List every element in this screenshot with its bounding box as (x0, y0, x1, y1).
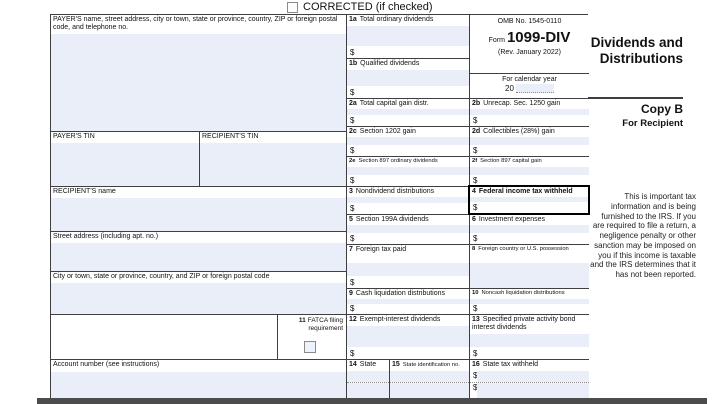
box-4-input[interactable] (470, 197, 588, 202)
box-16-cell (469, 359, 589, 399)
box-4-dollar: $ (473, 203, 478, 212)
box-16-input-1[interactable] (477, 371, 589, 382)
box-13-dollar: $ (473, 349, 478, 358)
box-2d-cell (469, 126, 589, 156)
payer-info-input[interactable] (51, 34, 346, 131)
corrected-label: CORRECTED (if checked) (303, 1, 433, 13)
blank-cell (51, 314, 277, 359)
box-8-cell (469, 244, 589, 288)
account-number-cell (51, 359, 346, 399)
box-3-input[interactable] (347, 197, 469, 203)
form-grid (50, 14, 588, 398)
box-2b-input[interactable] (470, 109, 589, 115)
box-10-label-wrap (470, 289, 589, 298)
form-number: 1099-DIV (506, 29, 571, 46)
box-5-dollar: $ (350, 234, 355, 243)
box-16-row2 (470, 383, 589, 399)
box-2f-input[interactable] (470, 167, 589, 175)
street-address-cell (51, 231, 346, 271)
box-2f-cell (469, 156, 589, 186)
box-2e-label: Section 897 ordinary dividends (358, 158, 438, 164)
box-13-input[interactable] (470, 334, 589, 347)
form-revision: (Rev. January 2022) (498, 49, 561, 56)
box-15-cell (389, 359, 469, 399)
box-3-cell (346, 186, 469, 214)
box-2e-label-wrap (347, 157, 469, 166)
account-number-label: Account number (see instructions) (53, 361, 160, 368)
box-8-number: 8 (472, 246, 476, 252)
box-2f-label: Section 897 capital gain (480, 158, 542, 164)
box-5-input[interactable] (347, 225, 469, 233)
fatca-number: 11 (298, 317, 306, 324)
box-14-label: State (359, 361, 377, 368)
city-label: City or town, state or province, country, and ZIP or foreign postal code (53, 273, 270, 280)
box-15-input-1[interactable] (390, 371, 469, 382)
box-9-label-wrap (347, 289, 469, 299)
box-1b-number: 1b (349, 60, 358, 67)
box-14-row1 (347, 371, 389, 383)
box-1a-number: 1a (349, 16, 357, 23)
box-1b-cell (346, 58, 469, 98)
box-15-number: 15 (392, 361, 400, 368)
box-1a-input[interactable] (347, 26, 469, 46)
box-2f-dollar: $ (473, 176, 478, 185)
box-6-input[interactable] (470, 225, 589, 233)
box-1b-dollar: $ (350, 88, 355, 97)
box-7-cell (346, 244, 469, 288)
box-7-label-wrap (347, 245, 469, 255)
box-2a-label: Total capital gain distr. (359, 100, 429, 107)
box-12-label: Exempt-interest dividends (359, 316, 441, 323)
box-10-label: Noncash liquidation distributions (481, 290, 565, 296)
box-2d-number: 2d (472, 128, 481, 135)
box-16-input-2[interactable] (477, 383, 589, 399)
box-13-label-wrap (470, 315, 589, 334)
box-2c-label: Section 1202 gain (359, 128, 416, 135)
form-title-line1: Dividends and (590, 35, 683, 50)
box-5-label: Section 199A dividends (355, 216, 429, 223)
box-14-input-2[interactable] (347, 383, 389, 399)
box-12-number: 12 (349, 316, 357, 323)
payer-tin-label: PAYER'S TIN (53, 133, 95, 140)
box-2b-label: Unrecap. Sec. 1250 gain (483, 100, 561, 107)
fatca-checkbox[interactable] (304, 341, 316, 353)
box-12-label-wrap (347, 315, 469, 325)
box-14-row2 (347, 383, 389, 399)
box-4-cell (468, 185, 590, 215)
box-7-dollar: $ (350, 278, 355, 287)
box-2c-cell (346, 126, 469, 156)
street-address-input[interactable] (51, 243, 346, 271)
form-title (523, 35, 683, 67)
box-15-label-wrap (390, 360, 469, 371)
box-12-cell (346, 314, 469, 359)
payer-tin-cell (51, 131, 199, 186)
box-14-input-1[interactable] (347, 371, 389, 382)
box-3-dollar: $ (350, 204, 355, 213)
form-title-line2: Distributions (599, 50, 683, 66)
box-2d-label-wrap (470, 127, 589, 137)
box-2e-dollar: $ (350, 176, 355, 185)
box-13-cell (469, 314, 589, 359)
box-1a-dollar: $ (350, 48, 355, 57)
box-5-label-wrap (347, 215, 469, 225)
recipient-tin-cell (199, 131, 346, 186)
box-10-number: 10 (472, 290, 479, 296)
box-16-dollar-2: $ (470, 383, 477, 399)
form-word: Form (488, 37, 505, 44)
box-2b-label-wrap (470, 99, 589, 109)
payer-info-cell (51, 15, 346, 131)
calendar-year-input[interactable] (516, 84, 554, 93)
box-14-number: 14 (349, 361, 357, 368)
box-6-dollar: $ (473, 234, 478, 243)
box-2f-number: 2f (472, 158, 478, 164)
box-2b-dollar: $ (473, 116, 478, 125)
payer-info-label: PAYER'S name, street address, city or town, state or province, country, ZIP or foreign postal code, and telephone no. (53, 16, 338, 32)
omb-number: OMB No. 1545-0110 (497, 18, 562, 25)
city-cell (51, 271, 346, 314)
box-7-number: 7 (349, 246, 353, 253)
box-2a-number: 2a (349, 100, 357, 107)
box-16-row1 (470, 371, 589, 383)
box-2c-label-wrap (347, 127, 469, 137)
box-2e-cell (346, 156, 469, 186)
box-6-label: Investment expenses (478, 216, 546, 223)
box-10-cell (469, 288, 589, 314)
box-14-label-wrap (347, 360, 389, 371)
corrected-checkbox[interactable] (287, 2, 298, 13)
box-2a-dollar: $ (350, 116, 355, 125)
box-9-number: 9 (349, 290, 353, 297)
box-1a-label-wrap (347, 15, 469, 25)
box-2e-input[interactable] (347, 167, 469, 175)
box-2f-label-wrap (470, 157, 589, 166)
box-9-cell (346, 288, 469, 314)
box-8-label-wrap (470, 245, 589, 254)
box-6-cell (469, 214, 589, 244)
calendar-year-label: For calendar year (502, 76, 557, 83)
box-13-label: Specified private activity bond interest dividends (472, 316, 576, 332)
box-2a-cell (346, 98, 469, 126)
box-6-label-wrap (470, 215, 589, 225)
calendar-year-cell (469, 73, 589, 98)
box-9-label: Cash liquidation distributions (355, 290, 446, 297)
box-2c-dollar: $ (350, 146, 355, 155)
box-2a-input[interactable] (347, 109, 469, 115)
right-divider (588, 97, 683, 99)
box-12-input[interactable] (347, 326, 469, 347)
box-16-label: State tax withheld (482, 361, 539, 368)
box-15-row2 (390, 383, 469, 399)
box-16-dollar-1: $ (470, 371, 477, 382)
box-9-dollar: $ (350, 304, 355, 313)
box-2a-label-wrap (347, 99, 469, 109)
box-5-number: 5 (349, 216, 353, 223)
street-address-label: Street address (including apt. no.) (53, 233, 159, 240)
box-2c-input[interactable] (347, 137, 469, 145)
box-14-cell (346, 359, 389, 399)
box-1b-input[interactable] (347, 70, 469, 86)
box-15-row1 (390, 371, 469, 383)
box-3-label-wrap (347, 187, 469, 197)
box-2e-number: 2e (349, 158, 356, 164)
box-8-input[interactable] (470, 263, 589, 288)
box-1a-label: Total ordinary dividends (359, 16, 434, 23)
fatca-cell (277, 314, 346, 359)
recipient-name-cell (51, 186, 346, 231)
box-10-input[interactable] (470, 299, 589, 304)
box-1b-label-wrap (347, 59, 469, 69)
box-7-input[interactable] (347, 263, 469, 276)
box-1b-label: Qualified dividends (360, 60, 420, 67)
account-number-input[interactable] (51, 372, 346, 399)
box-9-input[interactable] (347, 299, 469, 304)
calendar-year-value: 20 (505, 84, 514, 93)
box-5-cell (346, 214, 469, 244)
box-15-label: State identification no. (402, 362, 460, 368)
box-6-number: 6 (472, 216, 476, 223)
box-2b-cell (469, 98, 589, 126)
box-16-number: 16 (472, 361, 480, 368)
fatca-label: FATCA filing requirement (307, 317, 343, 333)
box-7-label: Foreign tax paid (355, 246, 407, 253)
box-12-dollar: $ (350, 349, 355, 358)
recipient-name-input[interactable] (51, 198, 346, 231)
box-10-dollar: $ (473, 304, 478, 313)
box-13-number: 13 (472, 316, 480, 323)
box-3-number: 3 (349, 188, 353, 195)
page-bottom-bar (37, 398, 707, 404)
box-4-label: Federal income tax withheld (478, 188, 573, 195)
box-16-label-wrap (470, 360, 589, 371)
recipient-tin-input[interactable] (200, 143, 346, 186)
box-4-number: 4 (472, 188, 476, 195)
box-2d-dollar: $ (473, 146, 478, 155)
payer-tin-input[interactable] (51, 143, 199, 186)
box-8-label: Foreign country or U.S. possession (478, 246, 569, 252)
fatca-label-wrap (278, 315, 346, 333)
box-2d-input[interactable] (470, 137, 589, 145)
box-1a-cell (346, 15, 469, 58)
box-2c-number: 2c (349, 128, 357, 135)
box-3-label: Nondividend distributions (355, 188, 435, 195)
recipient-name-label: RECIPIENT'S name (53, 188, 116, 195)
copy-b-label: Copy B (641, 102, 683, 116)
calendar-year-line (470, 84, 589, 93)
recipient-notice-text: This is important tax information and is being furnished to the IRS. If you are required to file a return, a negligence penalty or other sanction may be imposed on you if this income is taxable and the IRS determines that it has not been reported. (590, 192, 696, 279)
box-2d-label: Collectibles (28%) gain (483, 128, 555, 135)
box-15-input-2[interactable] (390, 383, 469, 399)
box-2b-number: 2b (472, 100, 481, 107)
box-4-label-wrap (470, 187, 588, 197)
recipient-tin-label: RECIPIENT'S TIN (202, 133, 259, 140)
copy-for-recipient-label: For Recipient (622, 118, 683, 129)
city-input[interactable] (51, 283, 346, 314)
